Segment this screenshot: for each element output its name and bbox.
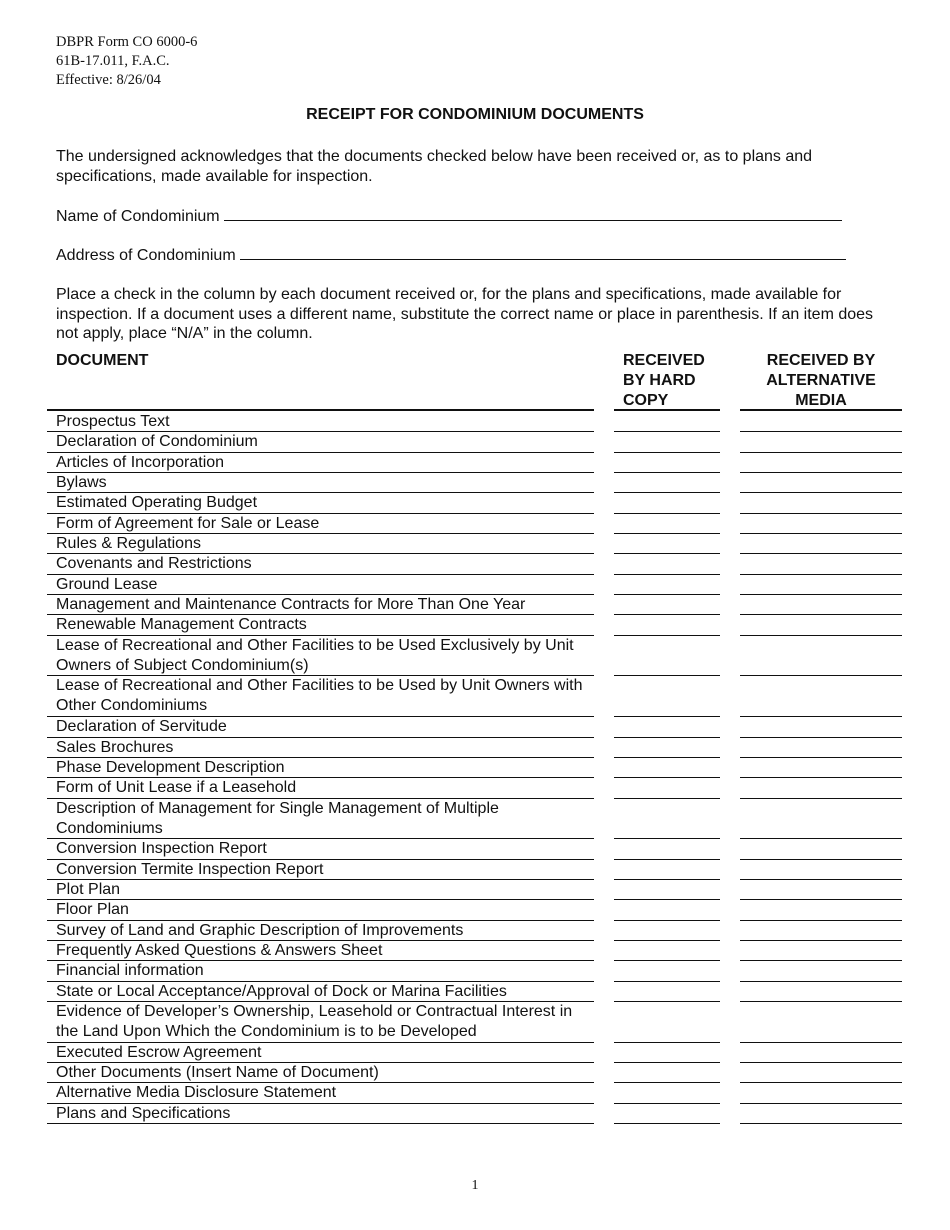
hard-copy-check-field[interactable] <box>614 1105 720 1124</box>
document-label: Conversion Termite Inspection Report <box>47 860 594 880</box>
condominium-name-input[interactable] <box>224 206 842 221</box>
document-label: Other Documents (Insert Name of Document) <box>47 1063 594 1083</box>
hard-copy-check-field[interactable] <box>614 983 720 1002</box>
alternative-media-check-field[interactable] <box>740 413 902 432</box>
hard-copy-check-field[interactable] <box>614 596 720 615</box>
document-label: Form of Unit Lease if a Leasehold <box>47 778 594 798</box>
hard-copy-check-field[interactable] <box>614 1064 720 1083</box>
alternative-media-check-field[interactable] <box>740 454 902 473</box>
hard-copy-check-field[interactable] <box>614 1085 720 1104</box>
document-label: Alternative Media Disclosure Statement <box>47 1083 594 1103</box>
condominium-address-field[interactable] <box>56 245 846 265</box>
table-row <box>0 554 950 574</box>
hard-copy-check-field[interactable] <box>614 861 720 880</box>
document-label: Description of Management for Single Management of Multiple Condominiums <box>47 799 594 840</box>
document-label: Sales Brochures <box>47 738 594 758</box>
form-number: DBPR Form CO 6000-6 <box>56 34 198 50</box>
column-header-hard-copy: RECEIVED BY HARD COPY <box>623 352 705 409</box>
table-row <box>0 636 950 677</box>
instructions-paragraph: Place a check in the column by each document received or, for the plans and specifications, made available for inspection. If a document uses a different name, substitute the correct name or place in parenthesis. If an item does not apply, place “N/A” in the column. <box>56 286 874 342</box>
alternative-media-check-field[interactable] <box>740 1085 902 1104</box>
alternative-media-check-field[interactable] <box>740 983 902 1002</box>
document-label: Plans and Specifications <box>47 1104 594 1124</box>
document-label: Executed Escrow Agreement <box>47 1043 594 1063</box>
table-row <box>0 412 950 432</box>
document-label: Plot Plan <box>47 880 594 900</box>
document-label: Form of Agreement for Sale or Lease <box>47 514 594 534</box>
header-divider <box>740 409 902 411</box>
table-row <box>0 941 950 961</box>
table-row <box>0 738 950 758</box>
hard-copy-check-field[interactable] <box>614 434 720 453</box>
hard-copy-check-field[interactable] <box>614 922 720 941</box>
hard-copy-check-field[interactable] <box>614 759 720 778</box>
document-label: Renewable Management Contracts <box>47 615 594 635</box>
alternative-media-check-field[interactable] <box>740 576 902 595</box>
document-label: Ground Lease <box>47 575 594 595</box>
table-row <box>0 432 950 452</box>
hard-copy-check-field[interactable] <box>614 657 720 676</box>
header-divider <box>614 409 720 411</box>
hard-copy-check-field[interactable] <box>614 474 720 493</box>
condominium-address-label: Address of Condominium <box>56 247 236 264</box>
alternative-media-check-field[interactable] <box>740 1105 902 1124</box>
document-label: Estimated Operating Budget <box>47 493 594 513</box>
alternative-media-check-field[interactable] <box>740 617 902 636</box>
table-row <box>0 1063 950 1083</box>
alternative-media-check-field[interactable] <box>740 535 902 554</box>
table-row <box>0 839 950 859</box>
document-label: Declaration of Condominium <box>47 432 594 452</box>
page-number: 1 <box>471 1178 479 1193</box>
hard-copy-check-field[interactable] <box>614 617 720 636</box>
condominium-name-label: Name of Condominium <box>56 208 220 225</box>
alternative-media-check-field[interactable] <box>740 1024 902 1043</box>
table-row <box>0 514 950 534</box>
alternative-media-check-field[interactable] <box>740 820 902 839</box>
document-label: Management and Maintenance Contracts for More Than One Year <box>47 595 594 615</box>
hard-copy-check-field[interactable] <box>614 902 720 921</box>
document-label: Lease of Recreational and Other Facilities to be Used by Unit Owners with Other Condominiums <box>47 676 594 717</box>
document-label: Frequently Asked Questions & Answers Sheet <box>47 941 594 961</box>
alternative-media-check-field[interactable] <box>740 495 902 514</box>
alternative-media-check-field[interactable] <box>740 1044 902 1063</box>
condominium-name-field[interactable] <box>56 206 842 226</box>
alternative-media-check-field[interactable] <box>740 841 902 860</box>
document-label: Declaration of Servitude <box>47 717 594 737</box>
table-row <box>0 453 950 473</box>
hard-copy-check-field[interactable] <box>614 1044 720 1063</box>
table-row <box>0 961 950 981</box>
document-label: Articles of Incorporation <box>47 453 594 473</box>
table-row <box>0 676 950 717</box>
table-row <box>0 575 950 595</box>
hard-copy-check-field[interactable] <box>614 963 720 982</box>
alternative-media-check-field[interactable] <box>740 922 902 941</box>
table-row <box>0 1083 950 1103</box>
hard-copy-check-field[interactable] <box>614 739 720 758</box>
form-header <box>56 33 197 90</box>
table-row <box>0 799 950 840</box>
alternative-media-check-field[interactable] <box>740 942 902 961</box>
document-label: Prospectus Text <box>47 412 594 432</box>
alternative-media-check-field[interactable] <box>740 780 902 799</box>
hard-copy-check-field[interactable] <box>614 495 720 514</box>
hard-copy-check-field[interactable] <box>614 1024 720 1043</box>
alternative-media-check-field[interactable] <box>740 739 902 758</box>
document-label: State or Local Acceptance/Approval of Dock or Marina Facilities <box>47 982 594 1002</box>
alternative-media-check-field[interactable] <box>740 474 902 493</box>
alternative-media-check-field[interactable] <box>740 1064 902 1083</box>
alternative-media-check-field[interactable] <box>740 515 902 534</box>
document-label: Floor Plan <box>47 900 594 920</box>
document-label: Conversion Inspection Report <box>47 839 594 859</box>
document-label: Survey of Land and Graphic Description of Improvements <box>47 921 594 941</box>
table-row <box>0 758 950 778</box>
hard-copy-check-field[interactable] <box>614 556 720 575</box>
header-divider <box>47 409 594 411</box>
table-row <box>0 473 950 493</box>
alternative-media-check-field[interactable] <box>740 759 902 778</box>
page-title: RECEIPT FOR CONDOMINIUM DOCUMENTS <box>306 106 644 123</box>
hard-copy-check-field[interactable] <box>614 535 720 554</box>
alternative-media-check-field[interactable] <box>740 902 902 921</box>
document-label: Covenants and Restrictions <box>47 554 594 574</box>
hard-copy-check-field[interactable] <box>614 515 720 534</box>
table-row <box>0 595 950 615</box>
table-row <box>0 615 950 635</box>
document-label: Phase Development Description <box>47 758 594 778</box>
hard-copy-check-field[interactable] <box>614 698 720 717</box>
hard-copy-check-field[interactable] <box>614 454 720 473</box>
table-row <box>0 1104 950 1124</box>
table-row <box>0 860 950 880</box>
hard-copy-check-field[interactable] <box>614 820 720 839</box>
document-label: Bylaws <box>47 473 594 493</box>
table-row <box>0 778 950 798</box>
hard-copy-check-field[interactable] <box>614 942 720 961</box>
document-label: Lease of Recreational and Other Facilities to be Used Exclusively by Unit Owners of Subject Condominium(s) <box>47 636 594 677</box>
document-label: Financial information <box>47 961 594 981</box>
table-row <box>0 1002 950 1043</box>
intro-paragraph: The undersigned acknowledges that the documents checked below have been received or, as to plans and specifications, made available for inspection. <box>56 148 813 185</box>
alternative-media-check-field[interactable] <box>740 719 902 738</box>
alternative-media-check-field[interactable] <box>740 881 902 900</box>
alternative-media-check-field[interactable] <box>740 556 902 575</box>
table-row <box>0 880 950 900</box>
table-row <box>0 493 950 513</box>
document-label: Rules & Regulations <box>47 534 594 554</box>
alternative-media-check-field[interactable] <box>740 963 902 982</box>
document-checklist <box>0 412 950 1124</box>
hard-copy-check-field[interactable] <box>614 413 720 432</box>
table-row <box>0 717 950 737</box>
column-header-alternative-media: RECEIVED BY ALTERNATIVE MEDIA <box>766 352 876 409</box>
hard-copy-check-field[interactable] <box>614 719 720 738</box>
column-header-document: DOCUMENT <box>56 352 149 369</box>
alternative-media-check-field[interactable] <box>740 596 902 615</box>
hard-copy-check-field[interactable] <box>614 841 720 860</box>
table-row <box>0 534 950 554</box>
alternative-media-check-field[interactable] <box>740 657 902 676</box>
document-label: Evidence of Developer’s Ownership, Leasehold or Contractual Interest in the Land Upon Which the Condominium is to be Developed <box>47 1002 594 1043</box>
alternative-media-check-field[interactable] <box>740 434 902 453</box>
form-rule: 61B-17.011, F.A.C. <box>56 53 170 69</box>
table-row <box>0 921 950 941</box>
hard-copy-check-field[interactable] <box>614 881 720 900</box>
table-row <box>0 1043 950 1063</box>
alternative-media-check-field[interactable] <box>740 698 902 717</box>
condominium-address-input[interactable] <box>240 245 846 260</box>
table-row <box>0 900 950 920</box>
hard-copy-check-field[interactable] <box>614 576 720 595</box>
alternative-media-check-field[interactable] <box>740 861 902 880</box>
form-effective-date: Effective: 8/26/04 <box>56 72 161 88</box>
hard-copy-check-field[interactable] <box>614 780 720 799</box>
table-row <box>0 982 950 1002</box>
